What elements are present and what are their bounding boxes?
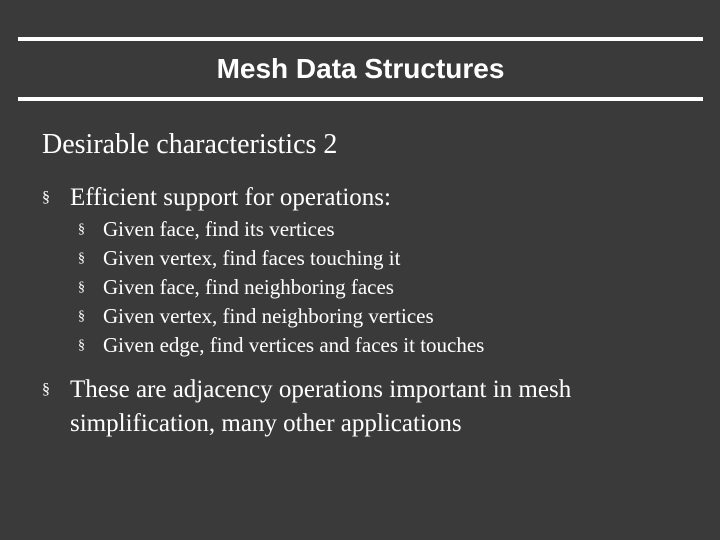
bullet-text: These are adjacency operations important in mesh simplification, many other applications <box>70 376 572 437</box>
bullet-adjacency-operations <box>42 373 682 443</box>
operations-sublist <box>78 215 678 360</box>
sub-bullet-marker-icon: § <box>78 338 85 353</box>
sub-bullet-marker-icon: § <box>78 309 85 324</box>
slide-title: Mesh Data Structures <box>216 53 505 84</box>
sub-bullet-text: Given vertex, find faces touching it <box>103 246 401 270</box>
bullet-text: Efficient support for operations: <box>70 184 391 211</box>
bullet-efficient-support <box>42 181 682 215</box>
bullet-marker-icon: § <box>42 189 50 206</box>
sub-bullet-text: Given face, find its vertices <box>103 217 335 241</box>
sub-bullet-text: Given vertex, find neighboring vertices <box>103 304 434 328</box>
sub-bullet-face-vertices <box>78 215 678 244</box>
sub-bullet-text: Given edge, find vertices and faces it touches <box>103 333 485 357</box>
title-bottom-rule <box>18 97 703 101</box>
sub-bullet-face-neighbors <box>78 273 678 302</box>
slide-subtitle: Desirable characteristics 2 <box>42 129 338 160</box>
sub-bullet-vertex-faces <box>78 244 678 273</box>
sub-bullet-marker-icon: § <box>78 222 85 237</box>
sub-bullet-marker-icon: § <box>78 251 85 266</box>
sub-bullet-vertex-neighbors <box>78 302 678 331</box>
sub-bullet-text: Given face, find neighboring faces <box>103 275 394 299</box>
sub-bullet-marker-icon: § <box>78 280 85 295</box>
title-top-rule <box>18 37 703 41</box>
bullet-marker-icon: § <box>42 381 50 398</box>
sub-bullet-edge-touches <box>78 331 678 360</box>
